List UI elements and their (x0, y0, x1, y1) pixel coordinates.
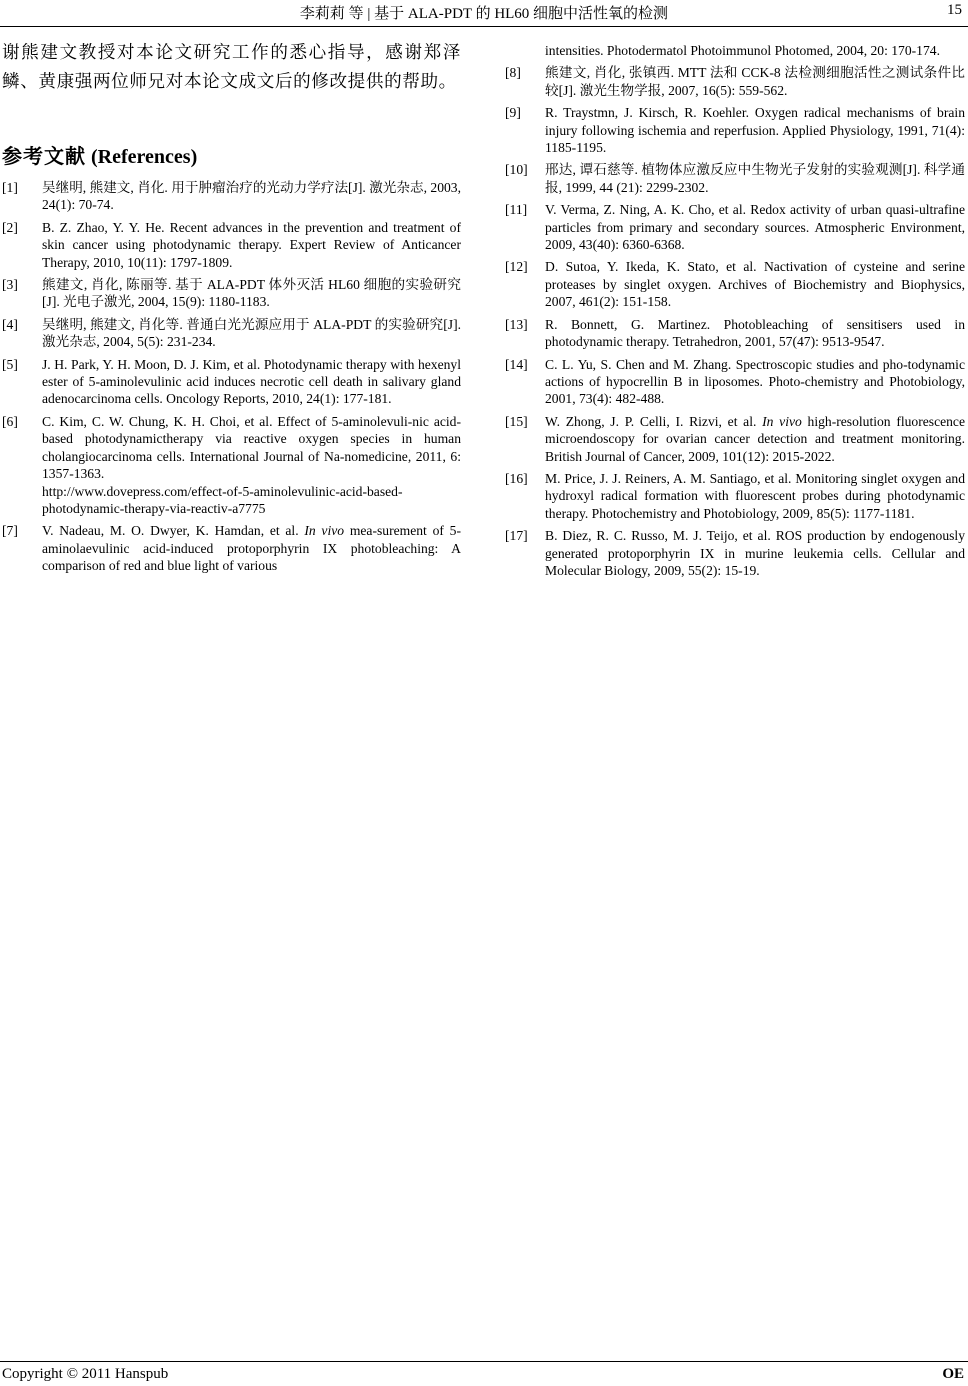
reference-item (505, 470, 965, 522)
reference-item (505, 258, 965, 310)
reference-italic: In vivo (762, 413, 802, 429)
reference-number: [5] (2, 356, 18, 372)
reference-text: 熊建文, 肖化, 陈丽等. 基于 ALA-PDT 体外灭活 HL60 细胞的实验研究[J]. 光电子激光, 2004, 15(9): 1180-1183. (42, 277, 461, 310)
reference-text: 熊建文, 肖化, 张镇西. MTT 法和 CCK-8 法检测细胞活性之测试条件比较[J]. 激光生物学报, 2007, 16(5): 559-562. (545, 65, 965, 98)
reference-number: [13] (505, 316, 528, 332)
reference-item (2, 522, 461, 574)
reference-number: [7] (2, 523, 18, 539)
reference-text: B. Z. Zhao, Y. Y. He. Recent advances in the prevention and treatment of skin cancer using photodynamic therapy. Expert Review of Anticancer Therapy, 2010, 10(11): 1797-1809. (42, 219, 461, 270)
right-column (505, 42, 965, 584)
reference-item (505, 201, 965, 253)
reference-number: [14] (505, 356, 528, 372)
reference-number: [16] (505, 470, 528, 486)
reference-text-b: high-resolution fluorescence microendoscopy for ovarian cancer detection and treatment monitoring. British Journal of Cancer, 2009, 101(12): 2015-2022. (545, 413, 965, 464)
left-column (2, 38, 461, 580)
reference-text: J. H. Park, Y. H. Moon, D. J. Kim, et al. Photodynamic therapy with hexenyl ester of 5-aminolevulinic acid induces necrotic cell death in salivary gland adenocarcinoma cells. Oncology Reports, 2010, 24(1): 177-181. (42, 356, 461, 407)
reference-item (2, 316, 461, 351)
reference-number: [6] (2, 413, 18, 429)
reference-item (505, 64, 965, 99)
page-header (0, 0, 968, 26)
reference-number: [4] (2, 316, 18, 332)
reference-number: [2] (2, 219, 18, 235)
reference-text: D. Sutoa, Y. Ikeda, K. Stato, et al. Nactivation of cysteine and serine proteases by singlet oxygen. Archives of Biochemistry and Biophysics, 2007, 461(2): 151-158. (545, 259, 965, 310)
reference-text: C. L. Yu, S. Chen and M. Zhang. Spectroscopic studies and pho-todynamic actions of hypocrellin B in liposomes. Photo-chemistry and Photobiology, 2001, 73(4): 482-488. (545, 356, 965, 407)
reference-item (505, 527, 965, 579)
reference-number: [12] (505, 259, 528, 275)
reference-text-a: V. Nadeau, M. O. Dwyer, K. Hamdan, et al. (42, 523, 305, 539)
reference-number: [10] (505, 162, 528, 178)
reference-text: B. Diez, R. C. Russo, M. J. Teijo, et al. ROS production by endogenously generated protoporphyrin IX in murine leukemia cells. Cellular and Molecular Biology, 2009, 55(2): 15-19. (545, 528, 965, 578)
reference-text: R. Bonnett, G. Martinez. Photobleaching of sensitisers used in photodynamic therapy. Tetrahedron, 2001, 57(47): 9513-9547. (545, 316, 965, 350)
reference-text (42, 522, 461, 574)
reference-number: [1] (2, 180, 18, 195)
reference-item (2, 219, 461, 271)
reference-italic: In vivo (304, 523, 345, 539)
footer-journal: OE (942, 1366, 964, 1382)
reference-item (2, 413, 461, 517)
reference-url-link[interactable]: http://www.dovepress.com/effect-of-5-aminolevulinic-acid-based-photodynamic-therapy-via-reactiv-a7775 (42, 483, 403, 516)
acknowledgement-text: 谢熊建文教授对本论文研究工作的悉心指导，感谢郑泽鳞、黄康强两位师兄对本论文成文后的修改提供的帮助。 (2, 42, 461, 91)
reference-number: [11] (505, 202, 528, 218)
reference-text: 邢达, 谭石慈等. 植物体应激反应中生物光子发射的实验观测[J]. 科学通报, 1999, 44 (21): 2299-2302. (545, 162, 965, 195)
references-heading (2, 140, 461, 169)
reference-text: 吴继明, 熊建文, 肖化. 用于肿瘤治疗的光动力学疗法[J]. 激光杂志, 2003, 24(1): 70-74. (42, 180, 461, 213)
reference-number: [15] (505, 413, 528, 429)
footer-copyright: Copyright © 2011 Hanspub (2, 1366, 169, 1382)
references-heading-en: (References) (91, 146, 198, 168)
reference-number: [9] (505, 105, 521, 121)
reference-text (42, 413, 461, 517)
footer-rule (0, 1361, 968, 1362)
reference-item (505, 356, 965, 408)
reference-text-b: mea-surement of 5-aminolaevulinic acid-induced protoporphyrin IX photobleaching: A comparison of red and blue light of various (42, 523, 461, 574)
reference-number: [3] (2, 277, 18, 293)
reference-item (505, 161, 965, 196)
reference-item (505, 413, 965, 465)
reference-item (505, 104, 965, 156)
reference-continuation: intensities. Photodermatol Photoimmunol Photomed, 2004, 20: 170-174. (545, 43, 940, 58)
reference-item (2, 276, 461, 311)
reference-text: V. Verma, Z. Ning, A. K. Cho, et al. Redox activity of urban quasi-ultrafine particles from primary and secondary sources. Atmospheric Environment, 2009, 43(40): 6360-6368. (545, 202, 965, 253)
reference-text: 吴继明, 熊建文, 肖化等. 普通白光光源应用于 ALA-PDT 的实验研究[J]. 激光杂志, 2004, 5(5): 231-234. (42, 316, 461, 350)
page-number: 15 (947, 2, 962, 18)
reference-text-a: W. Zhong, J. P. Celli, I. Rizvi, et al. (545, 413, 763, 429)
header-rule (0, 26, 968, 27)
running-title: 李莉莉 等 | 基于 ALA-PDT 的 HL60 细胞中活性氧的检测 (299, 6, 669, 22)
reference-text (545, 413, 965, 465)
reference-item (2, 179, 461, 214)
reference-text: R. Traystmn, J. Kirsch, R. Koehler. Oxygen radical mechanisms of brain injury following ischemia and reperfusion. Applied Physiology, 1991, 71(4): 1185-1195. (545, 105, 965, 156)
reference-number: [17] (505, 528, 528, 544)
references-heading-zh: 参考文献 (2, 146, 86, 168)
reference-item (2, 356, 461, 408)
reference-body: C. Kim, C. W. Chung, K. H. Choi, et al. Effect of 5-aminolevuli-nic acid-based photodynamictherapy via reactive oxygen species in human cholangiocarcinoma cells. International Journal of Na-nomedicine, 2011, 6: 1357-1363. (42, 413, 461, 482)
reference-number: [8] (505, 65, 521, 81)
reference-text: M. Price, J. J. Reiners, A. M. Santiago, et al. Monitoring singlet oxygen and hydroxyl radical formation with fluorescent probes during photodynamic therapy. Photochemistry and Photobiology, 2009, 85(5): 1177-1181. (545, 470, 965, 521)
reference-item (505, 316, 965, 351)
